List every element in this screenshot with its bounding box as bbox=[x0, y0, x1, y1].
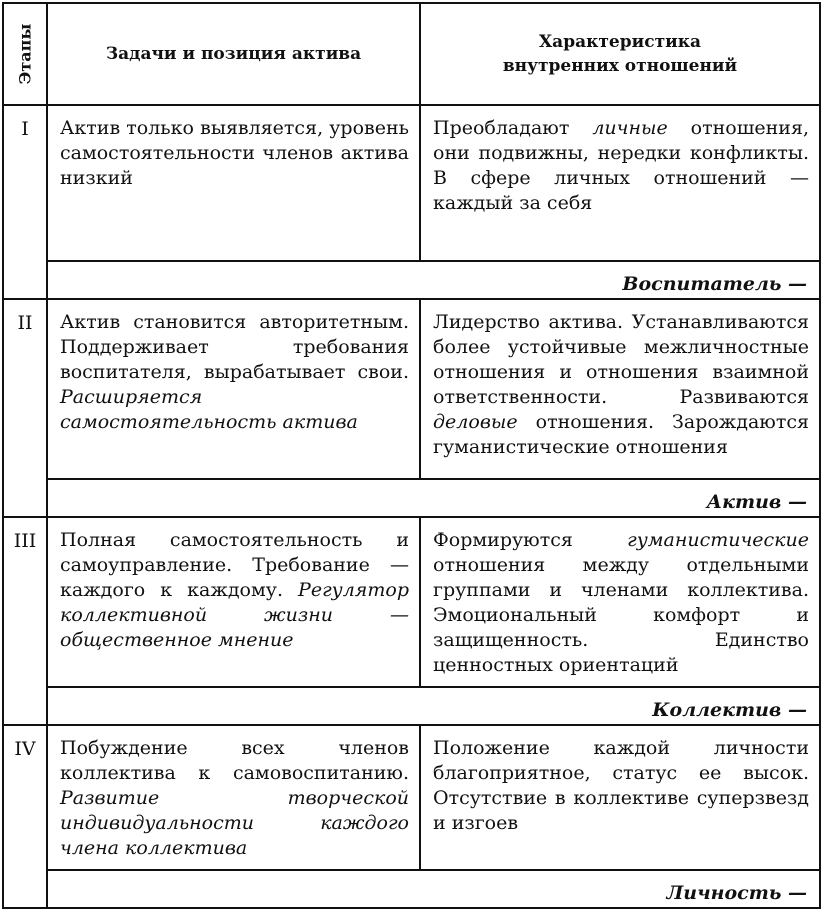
stage-result: Воспитатель — bbox=[47, 261, 820, 299]
stage-row bbox=[3, 725, 820, 870]
text-segment: отношения. Зарождаются гуманистические отношения bbox=[433, 411, 809, 458]
text-segment: Формируются bbox=[433, 529, 628, 551]
text-segment: Положение каждой личности благоприятное, статус ее высок. Отсутствие в коллективе суперзвезд и изгоев bbox=[433, 737, 809, 834]
stage-row bbox=[3, 105, 820, 261]
italic-text-segment: Регулятор коллективной жизни — общественное мнение bbox=[60, 579, 409, 651]
stage-row bbox=[3, 299, 820, 479]
stage-result: Коллектив — bbox=[47, 687, 820, 725]
tasks-cell bbox=[47, 517, 420, 687]
header-relations: Характеристика внутренних отношений bbox=[420, 3, 820, 105]
result-row bbox=[3, 261, 820, 299]
result-row bbox=[3, 687, 820, 725]
text-segment: Актив становится авторитетным. Поддерживает требования воспитателя, вырабатывает свои. bbox=[60, 311, 409, 383]
tasks-cell bbox=[47, 105, 420, 261]
text-segment: отношения между отдельными группами и членами коллектива. Эмоциональный комфорт и защищенность. Единство ценностных ориентаций bbox=[433, 554, 809, 676]
stage-number: IV bbox=[3, 725, 47, 908]
italic-text-segment: гуманистические bbox=[627, 529, 809, 551]
header-tasks: Задачи и позиция актива bbox=[47, 3, 420, 105]
relations-cell bbox=[420, 517, 820, 687]
development-stages-table bbox=[2, 2, 821, 909]
relations-cell bbox=[420, 105, 820, 261]
stage-number: II bbox=[3, 299, 47, 517]
text-segment: Преобладают bbox=[433, 117, 593, 139]
tasks-cell bbox=[47, 299, 420, 479]
relations-cell bbox=[420, 299, 820, 479]
header-stage bbox=[3, 3, 47, 105]
italic-text-segment: личные bbox=[592, 117, 668, 139]
text-segment: Лидерство актива. Устанавливаются более устойчивые межличностные отношения и отношения взаимной ответственности. Развиваются bbox=[433, 311, 809, 408]
italic-text-segment: деловые bbox=[433, 411, 518, 433]
text-segment: Полная самостоятельность и самоуправление. Требование — каждого к каждому. bbox=[60, 529, 409, 601]
stage-number: III bbox=[3, 517, 47, 725]
italic-text-segment: Развитие творческой индивидуальности каждого члена коллектива bbox=[60, 787, 409, 859]
tasks-cell bbox=[47, 725, 420, 870]
relations-cell bbox=[420, 725, 820, 870]
result-row bbox=[3, 479, 820, 517]
header-stage-label: Этапы bbox=[15, 23, 35, 85]
text-segment: Побуждение всех членов коллектива к самовоспитанию. bbox=[60, 737, 409, 784]
header-row bbox=[3, 3, 820, 105]
stage-row bbox=[3, 517, 820, 687]
stage-result: Актив — bbox=[47, 479, 820, 517]
stage-result: Личность — bbox=[47, 870, 820, 908]
italic-text-segment: Расширяется самостоятельность актива bbox=[60, 386, 358, 433]
text-segment: отношения, они подвижны, нередки конфликты. В сфере личных отношений — каждый за себя bbox=[433, 117, 809, 214]
result-row bbox=[3, 870, 820, 908]
text-segment: Актив только выявляется, уровень самостоятельности членов актива низкий bbox=[60, 117, 409, 189]
stage-number: I bbox=[3, 105, 47, 299]
